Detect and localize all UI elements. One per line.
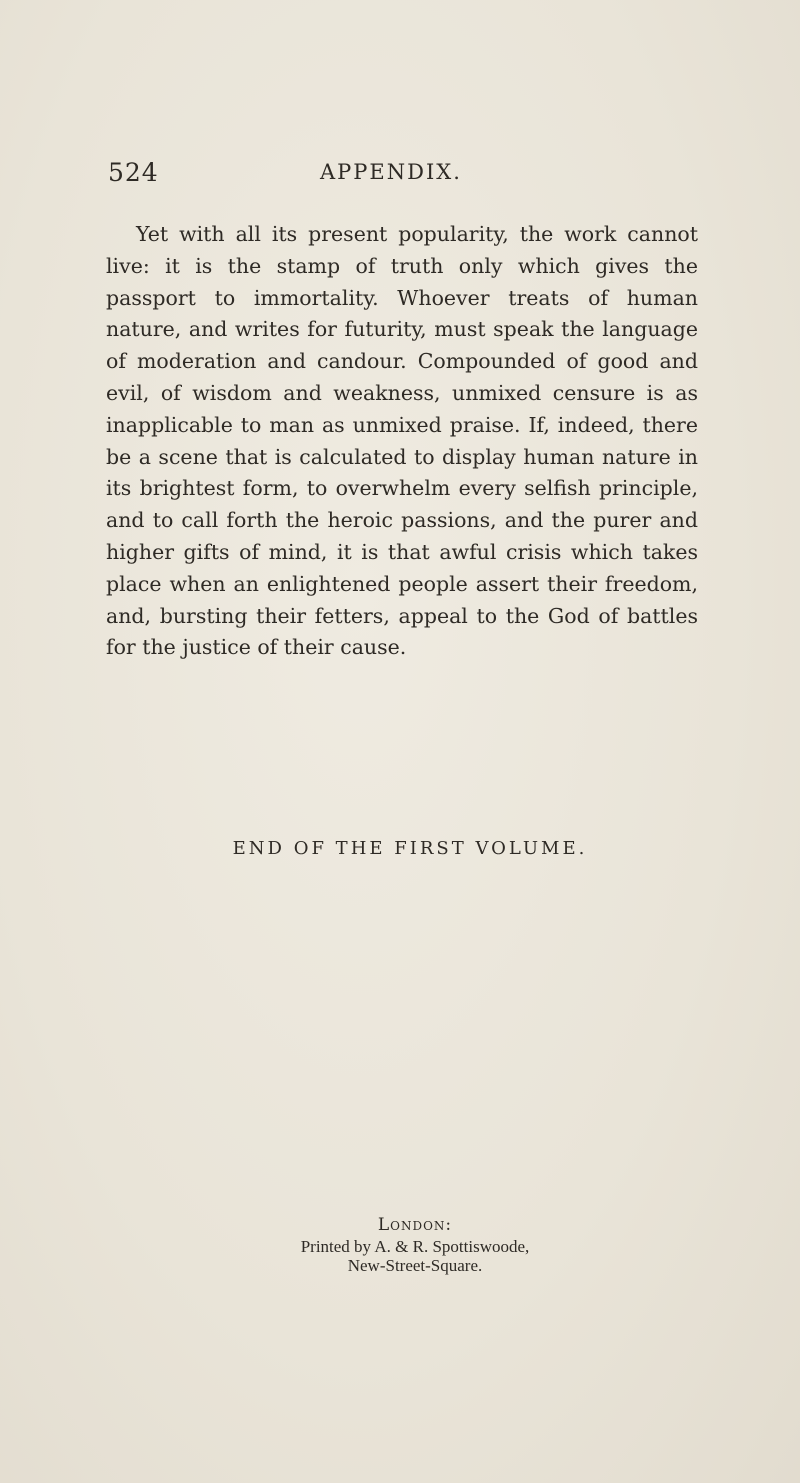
imprint-address: New-Street-Square. xyxy=(347,1256,483,1275)
page-header xyxy=(108,158,708,198)
body-paragraph: Yet with all its present popularity, the work cannot live: it is the stamp of truth only which gives the passport to immortality. Whoever treats of human nature, and writes for futurity, must speak the language of moderation and candour. Compounded of good and evil, of wisdom and weakness, unmixed censure is as inapplicable to man as unmixed praise. If, indeed, there be a scene that is calculated to display human nature in its brightest form, to overwhelm every selfish principle, and to call forth the heroic passions, and the purer and higher gifts of mind, it is that awful crisis which takes place when an enlightened people assert their freedom, and, bursting their fetters, appeal to the God of battles for the justice of their cause. xyxy=(106,222,698,660)
printer-imprint xyxy=(0,1215,800,1275)
imprint-city: London: xyxy=(377,1215,453,1235)
imprint-printer: Printed by A. & R. Spottiswoode, xyxy=(300,1237,530,1256)
end-of-volume-note: END OF THE FIRST VOLUME. xyxy=(232,838,588,859)
page-number: 524 xyxy=(108,158,159,187)
running-head: APPENDIX. xyxy=(320,160,462,184)
